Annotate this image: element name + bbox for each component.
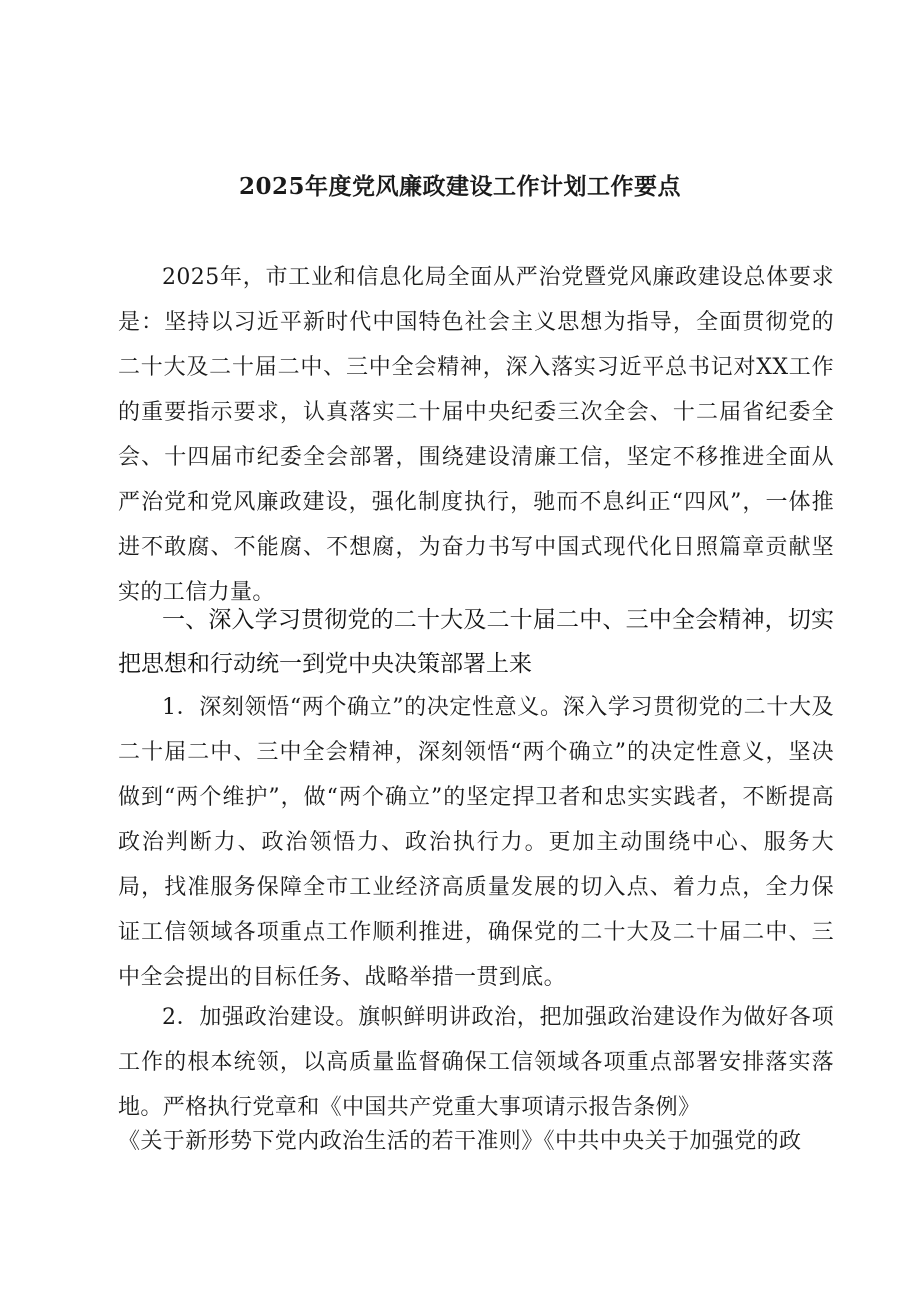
trailing-text-fragment: 《关于新形势下党内政治生活的若干准则》《中共中央关于加强党的政 <box>118 1129 802 1154</box>
list-item-1: 1．深刻领悟“两个确立”的决定性意义。深入学习贯彻党的二十大及二十届二中、三中全会精神，深刻领悟“两个确立”的决定性意义，坚决做到“两个维护”，做“两个确立”的坚定捍卫者和忠实实践者，不断提高政治判断力、政治领悟力、政治执行力。更加主动围绕中心、服务大局，找准服务保障全市工业经济高质量发展的切入点、着力点，全力保证工信领域各项重点工作顺利推进，确保党的二十大及二十届二中、三中全会提出的目标任务、战略举措一贯到底。 <box>118 695 834 990</box>
intro-paragraph: 2025年，市工业和信息化局全面从严治党暨党风廉政建设总体要求是：坚持以习近平新时代中国特色社会主义思想为指导，全面贯彻党的二十大及二十届二中、三中全会精神，深入落实习近平总书记对XX工作的重要指示要求，认真落实二十届中央纪委三次全会、十二届省纪委全会、十四届市纪委全会部署，围绕建设清廉工信，坚定不移推进全面从严治党和党风廉政建设，强化制度执行，驰而不息纠正“四风”，一体推进不敢腐、不能腐、不想腐，为奋力书写中国式现代化日照篇章贡献坚实的工信力量。 <box>118 265 834 605</box>
list-item-2: 2．加强政治建设。旗帜鲜明讲政治，把加强政治建设作为做好各项工作的根本统领，以高质量监督确保工信领域各项重点部署安排落实落地。严格执行党章和《中国共产党重大事项请示报告条例》 <box>118 1005 834 1120</box>
section-heading-1: 一、深入学习贯彻党的二十大及二十届二中、三中全会精神，切实把思想和行动统一到党中央决策部署上来 <box>118 607 834 677</box>
document-title: 2025年度党风廉政建设工作计划工作要点 <box>238 173 681 200</box>
